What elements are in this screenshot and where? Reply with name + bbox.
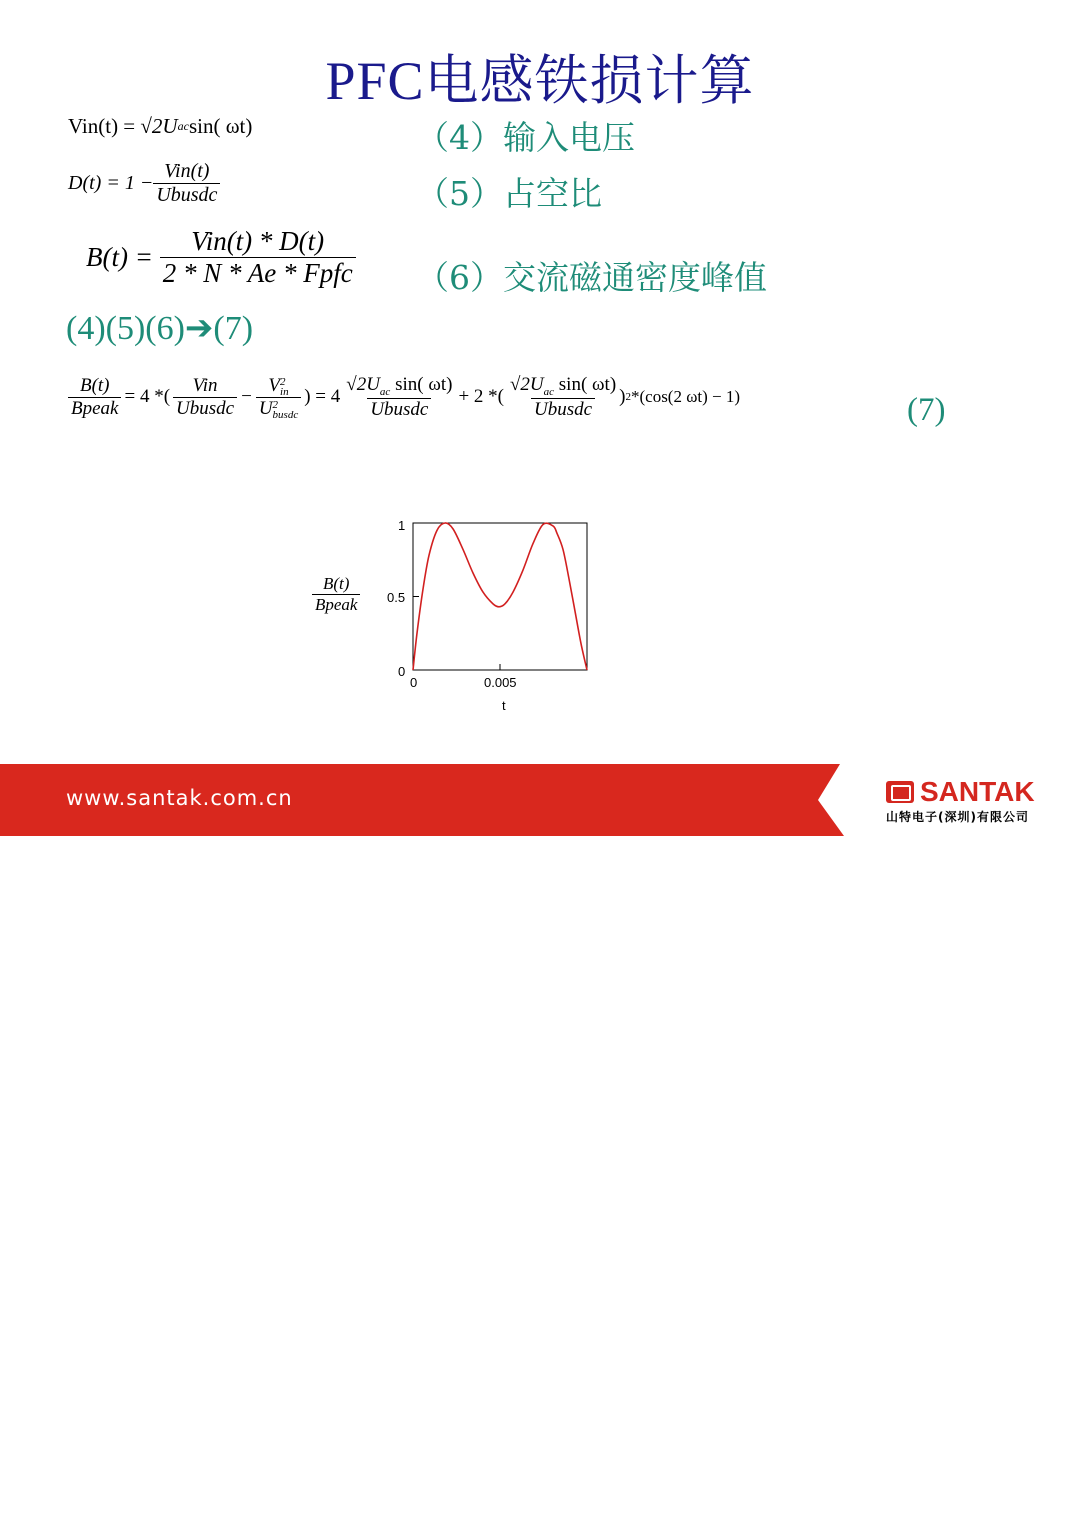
eq5-lhs: D(t) = 1 − xyxy=(68,172,154,194)
eq4-body: √2U xyxy=(140,114,178,138)
eq7-op3: ) = 4 xyxy=(304,386,341,408)
eq7-frac3-num: V xyxy=(268,374,281,396)
eq7-frac5 xyxy=(507,374,619,421)
eq6-den: 2 * N * Ae * Fpfc xyxy=(160,257,356,289)
eq7-frac4-num: √2U xyxy=(346,374,380,395)
eq7-frac1-num: B(t) xyxy=(79,374,110,396)
eq7-frac5-num-tail: sin( ωt) xyxy=(554,374,617,395)
eq7-frac5-num-sub: ac xyxy=(543,385,555,398)
equation-4 xyxy=(68,114,252,139)
plot-curve xyxy=(413,523,587,670)
eq6-fraction xyxy=(160,226,356,289)
eq7-frac2-num: Vin xyxy=(192,374,218,396)
eq5-num: Vin(t) xyxy=(164,160,210,182)
santak-logo-text: SANTAK xyxy=(920,776,1035,807)
plot-ylabel-num: B(t) xyxy=(323,574,350,593)
page-title: PFC电感铁损计算 xyxy=(325,51,755,111)
eq5-label: （5）占空比 xyxy=(416,174,602,213)
eq7-frac3-num-sub: in xyxy=(280,385,289,398)
eq7-frac5-num: √2U xyxy=(509,374,544,395)
eq7-op2: − xyxy=(241,386,252,408)
plot-chart xyxy=(380,510,620,720)
eq7-frac4-num-tail: sin( ωt) xyxy=(390,374,453,395)
santak-logo-icon xyxy=(886,781,914,803)
equation-7 xyxy=(68,374,740,421)
eq4-label: （4）输入电压 xyxy=(416,118,635,157)
plot-ytick-05: 0.5 xyxy=(387,590,406,605)
plot-xtick-0: 0 xyxy=(410,675,418,690)
eq7-label: (7) xyxy=(907,392,946,428)
eq7-frac3-num-sup: 2 xyxy=(280,375,286,388)
eq6-label: （6）交流磁通密度峰值 xyxy=(416,258,767,297)
plot-ytick-0: 0 xyxy=(398,664,406,679)
equation-5 xyxy=(68,160,220,207)
eq7-frac3 xyxy=(256,375,301,420)
plot-xtick-0005: 0.005 xyxy=(484,675,517,690)
eq6-num: Vin(t) * D(t) xyxy=(191,226,325,256)
eq7-frac3-den-sup: 2 xyxy=(272,398,279,411)
santak-logo xyxy=(886,776,1035,825)
eq7-op5-sup: 2 xyxy=(625,391,631,404)
santak-logo-subtitle: 山特电子(深圳)有限公司 xyxy=(886,810,1029,824)
eq7-op4: + 2 *( xyxy=(458,386,504,408)
eq7-op6: *(cos(2 ωt) − 1) xyxy=(630,387,741,407)
eq7-frac3-den-sub: busdc xyxy=(272,408,299,421)
plot-xlabel: t xyxy=(502,698,506,713)
footer-url[interactable]: www.santak.com.cn xyxy=(66,786,293,810)
eq5-fraction xyxy=(153,160,220,207)
eq4-tail: sin( ωt) xyxy=(188,114,253,138)
eq4-sub: ac xyxy=(177,119,189,133)
eq7-frac2-den: Ubusdc xyxy=(173,397,237,420)
eq7-frac2 xyxy=(173,375,237,420)
eq7-frac5-den: Ubusdc xyxy=(531,398,595,421)
plot-ylabel-den: Bpeak xyxy=(312,594,360,615)
plot-ytick-1: 1 xyxy=(398,518,406,533)
plot-ylabel xyxy=(312,574,360,615)
eq7-frac1-den: Bpeak xyxy=(68,397,121,420)
eq7-op5: ) xyxy=(619,386,626,408)
eq7-frac4-num-sub: ac xyxy=(379,385,391,398)
eq7-op1: = 4 *( xyxy=(124,386,171,408)
eq7-frac1 xyxy=(68,375,121,420)
eq7-frac3-den: U xyxy=(258,397,273,419)
equation-6 xyxy=(86,226,356,289)
eq7-frac4-den: Ubusdc xyxy=(367,398,431,421)
eq6-lhs: B(t) = xyxy=(86,242,153,272)
eq4-lhs: Vin(t) = xyxy=(68,114,136,138)
eq7-frac4 xyxy=(343,374,455,421)
eq5-den: Ubusdc xyxy=(153,183,220,207)
combine-line: (4)(5)(6)➔(7) xyxy=(66,310,254,347)
